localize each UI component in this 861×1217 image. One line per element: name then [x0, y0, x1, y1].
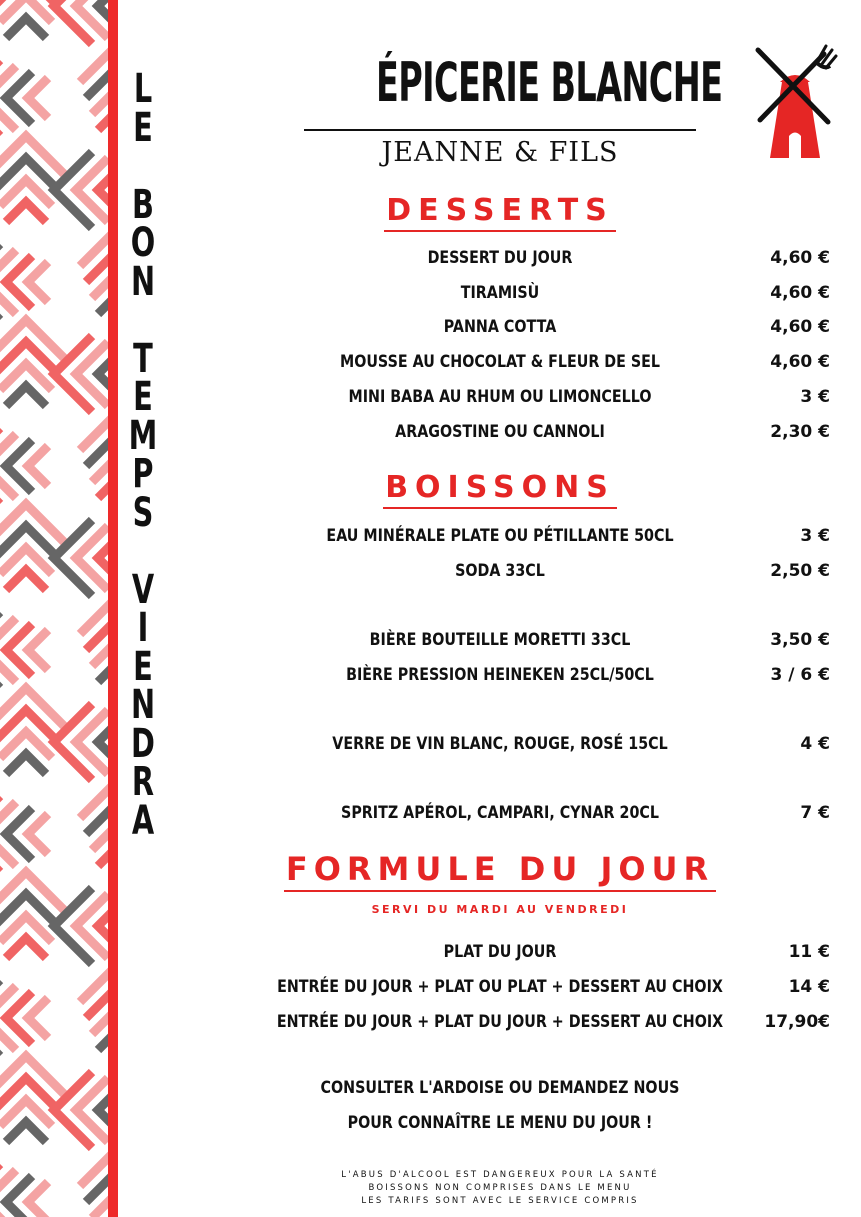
chevron-shape	[28, 446, 48, 486]
menu-item-price: 2,30 €	[770, 422, 830, 442]
menu-row	[170, 625, 830, 655]
footer-line-3: LES TARIFS SONT AVEC LE SERVICE COMPRIS	[361, 1196, 639, 1206]
chevron-shape	[28, 998, 48, 1038]
menu-item-price: 3 €	[800, 526, 830, 546]
menu-item-name: PANNA COTTA	[443, 317, 557, 337]
menu-item-name: VERRE DE VIN BLANC, ROUGE, ROSÉ 15CL	[332, 734, 668, 754]
menu-item-price: 3,50 €	[770, 630, 830, 650]
menu-row	[170, 312, 830, 342]
section-title-formule	[170, 850, 830, 892]
note-line-2: POUR CONNAÎTRE LE MENU DU JOUR !	[347, 1113, 653, 1133]
slogan-letter: M	[128, 412, 158, 459]
slogan-letter: E	[133, 104, 153, 151]
vertical-slogan	[118, 66, 168, 844]
menu-row	[170, 521, 830, 551]
slogan-letter: E	[133, 643, 153, 690]
menu-row	[170, 243, 830, 273]
slogan-letters	[118, 335, 168, 536]
header	[300, 45, 723, 168]
chevron-shape	[28, 262, 48, 302]
menu-item-price: 4,60 €	[770, 283, 830, 303]
menu-row	[170, 347, 830, 377]
chevron-shape	[28, 814, 48, 854]
menu-item-price: 4 €	[800, 734, 830, 754]
menu-item-price: 7 €	[800, 803, 830, 823]
menu-item-name: SPRITZ APÉROL, CAMPARI, CYNAR 20CL	[341, 803, 659, 823]
menu-row	[170, 1007, 830, 1037]
section-title-desserts	[170, 193, 830, 232]
menu-item-name: MOUSSE AU CHOCOLAT & FLEUR DE SEL	[339, 352, 661, 372]
desserts-title: DESSERTS	[384, 193, 616, 232]
chevron-shape	[28, 630, 48, 670]
slogan-letter: L	[133, 66, 153, 112]
menu-item-price: 3 / 6 €	[770, 665, 830, 685]
menu-item-price: 3 €	[800, 387, 830, 407]
menu-item-name: BIÈRE BOUTEILLE MORETTI 33CL	[369, 630, 631, 650]
chevron-shape	[6, 18, 46, 38]
slogan-gap	[125, 301, 161, 340]
slogan-letter: N	[130, 258, 156, 305]
chevron-shape	[6, 386, 46, 406]
slogan-letters	[118, 66, 168, 151]
chevron-pattern-icon	[0, 0, 110, 1217]
footer-line-1: L'ABUS D'ALCOOL EST DANGEREUX POUR LA SANTÉ	[341, 1170, 659, 1180]
menu-item-name: DESSERT DU JOUR	[427, 248, 573, 268]
slogan-letters	[118, 181, 168, 305]
menu-row	[170, 382, 830, 412]
menu-row	[170, 660, 830, 690]
slogan-letter: S	[132, 489, 154, 536]
menu-row	[170, 729, 830, 759]
slogan-letter: E	[133, 374, 153, 420]
brand-subtitle: JEANNE & FILS	[381, 137, 619, 168]
chevron-shape	[28, 1182, 48, 1217]
slogan-gap	[125, 147, 161, 186]
slogan-gap	[125, 532, 161, 571]
menu-item-name: BIÈRE PRESSION HEINEKEN 25CL/50CL	[346, 665, 654, 685]
menu-item-price: 17,90€	[764, 1012, 830, 1032]
slogan-letter: R	[131, 759, 155, 805]
note-line-1: CONSULTER L'ARDOISE OU DEMANDEZ NOUS	[320, 1078, 680, 1098]
footer-line-2: BOISSONS NON COMPRISES DANS LE MENU	[368, 1183, 632, 1193]
menu-row	[170, 798, 830, 828]
slogan-letter: P	[132, 451, 154, 497]
slogan-letter: A	[131, 797, 155, 844]
formule-title: FORMULE DU JOUR	[284, 850, 716, 892]
section-title-boissons	[170, 470, 830, 509]
red-divider-bar	[108, 0, 118, 1217]
slogan-letter: I	[137, 605, 149, 651]
menu-item-price: 4,60 €	[770, 248, 830, 268]
chevron-shape	[6, 1122, 46, 1142]
menu-item-name: MINI BABA AU RHUM OU LIMONCELLO	[348, 387, 652, 407]
menu-row	[170, 556, 830, 586]
slogan-letter: T	[133, 335, 153, 382]
chevron-shape	[6, 938, 46, 958]
slogan-letter: V	[131, 566, 155, 613]
boissons-title: BOISSONS	[383, 470, 617, 509]
menu-item-price: 4,60 €	[770, 352, 830, 372]
menu-item-price: 11 €	[788, 942, 830, 962]
menu-item-price: 4,60 €	[770, 317, 830, 337]
decorative-pattern	[0, 0, 110, 1217]
menu-item-name: PLAT DU JOUR	[443, 942, 557, 962]
chevron-shape	[6, 202, 46, 222]
brand-underline	[304, 129, 696, 131]
menu-item-name: SODA 33CL	[455, 561, 545, 581]
menu-item-name: EAU MINÉRALE PLATE OU PÉTILLANTE 50CL	[326, 526, 674, 546]
chevron-shape	[28, 78, 48, 118]
formule-subtitle: SERVI DU MARDI AU VENDREDI	[371, 903, 629, 916]
menu-item-name: TIRAMISÙ	[460, 283, 540, 303]
slogan-letters	[118, 566, 168, 844]
menu-row	[170, 417, 830, 447]
slogan-letter: D	[131, 720, 155, 767]
menu-item-price: 2,50 €	[770, 561, 830, 581]
menu-row	[170, 972, 830, 1002]
menu-item-name: ENTRÉE DU JOUR + PLAT OU PLAT + DESSERT AU CHOIX	[277, 977, 723, 997]
menu-row	[170, 278, 830, 308]
menu-item-name: ENTRÉE DU JOUR + PLAT DU JOUR + DESSERT AU CHOIX	[276, 1012, 724, 1032]
chevron-shape	[6, 570, 46, 590]
slogan-letter: N	[130, 682, 156, 728]
menu-row	[170, 937, 830, 967]
brand-title: ÉPICERIE BLANCHE	[376, 51, 723, 114]
menu-item-name: ARAGOSTINE OU CANNOLI	[395, 422, 605, 442]
slogan-letter: B	[132, 181, 154, 228]
slogan-letter: O	[130, 220, 156, 266]
windmill-fork-knife-crossed-icon	[752, 40, 838, 164]
chevron-shape	[6, 754, 46, 774]
menu-item-price: 14 €	[788, 977, 830, 997]
